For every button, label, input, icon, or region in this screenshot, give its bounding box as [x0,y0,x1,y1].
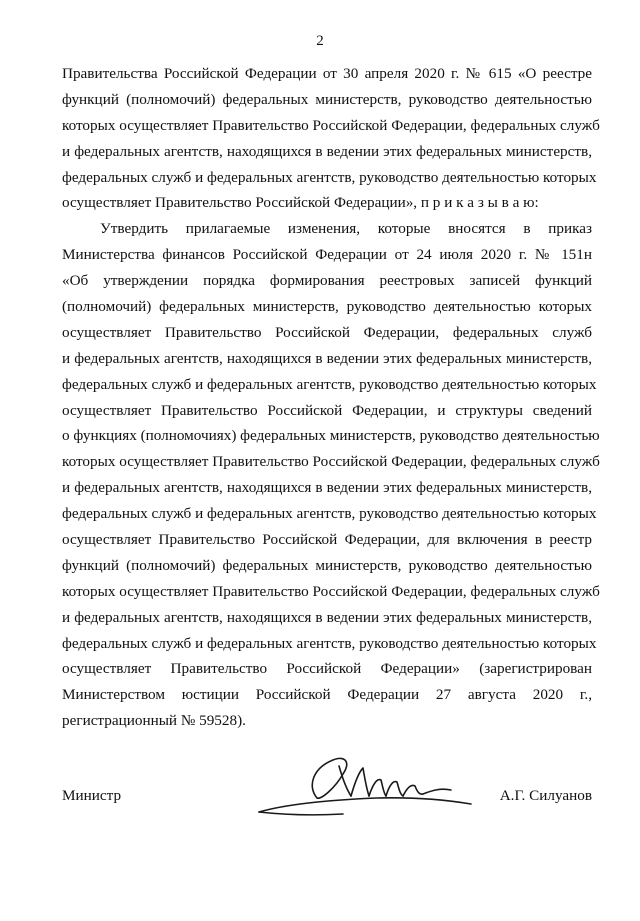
body-line: функций (полномочий) федеральных министерств, руководство деятельностью [62,556,592,574]
body-line: осуществляет Правительство Российской Федерации, и структуры сведений [62,401,592,419]
document-body [62,61,600,734]
body-line: Утвердить прилагаемые изменения, которые вносятся в приказ [100,220,592,238]
body-line: (полномочий) федеральных министерств, руководство деятельностью которых [62,298,592,316]
body-line: Министерством юстиции Российской Федерации 27 августа 2020 г., [62,686,592,704]
body-line: осуществляет Правительство Российской Федерации», п р и к а з ы в а ю: [62,194,539,212]
body-line: осуществляет Правительство Российской Федерации» (зарегистрирован [62,660,592,678]
body-line: которых осуществляет Правительство Российской Федерации, федеральных служб [62,116,600,134]
page-number: 2 [316,33,324,49]
body-line: осуществляет Правительство Российской Федерации, для включения в реестр [62,531,592,549]
body-line: функций (полномочий) федеральных министерств, руководство деятельностью [62,90,592,108]
body-line: федеральных служб и федеральных агентств, руководство деятельностью которых [62,375,597,393]
body-line: о функциях (полномочиях) федеральных министерств, руководство деятельностью [62,427,600,445]
body-line: федеральных служб и федеральных агентств, руководство деятельностью которых [62,505,597,523]
signatory-name: А.Г. Силуанов [499,787,592,804]
body-line: и федеральных агентств, находящихся в ведении этих федеральных министерств, [62,479,592,497]
handwritten-signature [247,746,487,826]
body-line: и федеральных агентств, находящихся в ведении этих федеральных министерств, [62,608,592,626]
body-line: осуществляет Правительство Российской Федерации, федеральных служб [62,323,592,341]
body-line: федеральных служб и федеральных агентств, руководство деятельностью которых [62,634,597,652]
body-line: Министерства финансов Российской Федерации от 24 июля 2020 г. № 151н [62,246,592,264]
body-line: регистрационный № 59528). [62,712,246,730]
signatory-title: Министр [62,787,122,804]
signature-block [62,774,592,824]
body-line: федеральных служб и федеральных агентств, руководство деятельностью которых [62,168,597,186]
body-line: и федеральных агентств, находящихся в ведении этих федеральных министерств, [62,142,592,160]
body-line: которых осуществляет Правительство Российской Федерации, федеральных служб [62,453,600,471]
body-line: и федеральных агентств, находящихся в ведении этих федеральных министерств, [62,349,592,367]
body-line: «Об утверждении порядка формирования реестровых записей функций [62,272,592,290]
body-line: Правительства Российской Федерации от 30 апреля 2020 г. № 615 «О реестре [62,65,592,82]
body-line: которых осуществляет Правительство Российской Федерации, федеральных служб [62,582,600,600]
